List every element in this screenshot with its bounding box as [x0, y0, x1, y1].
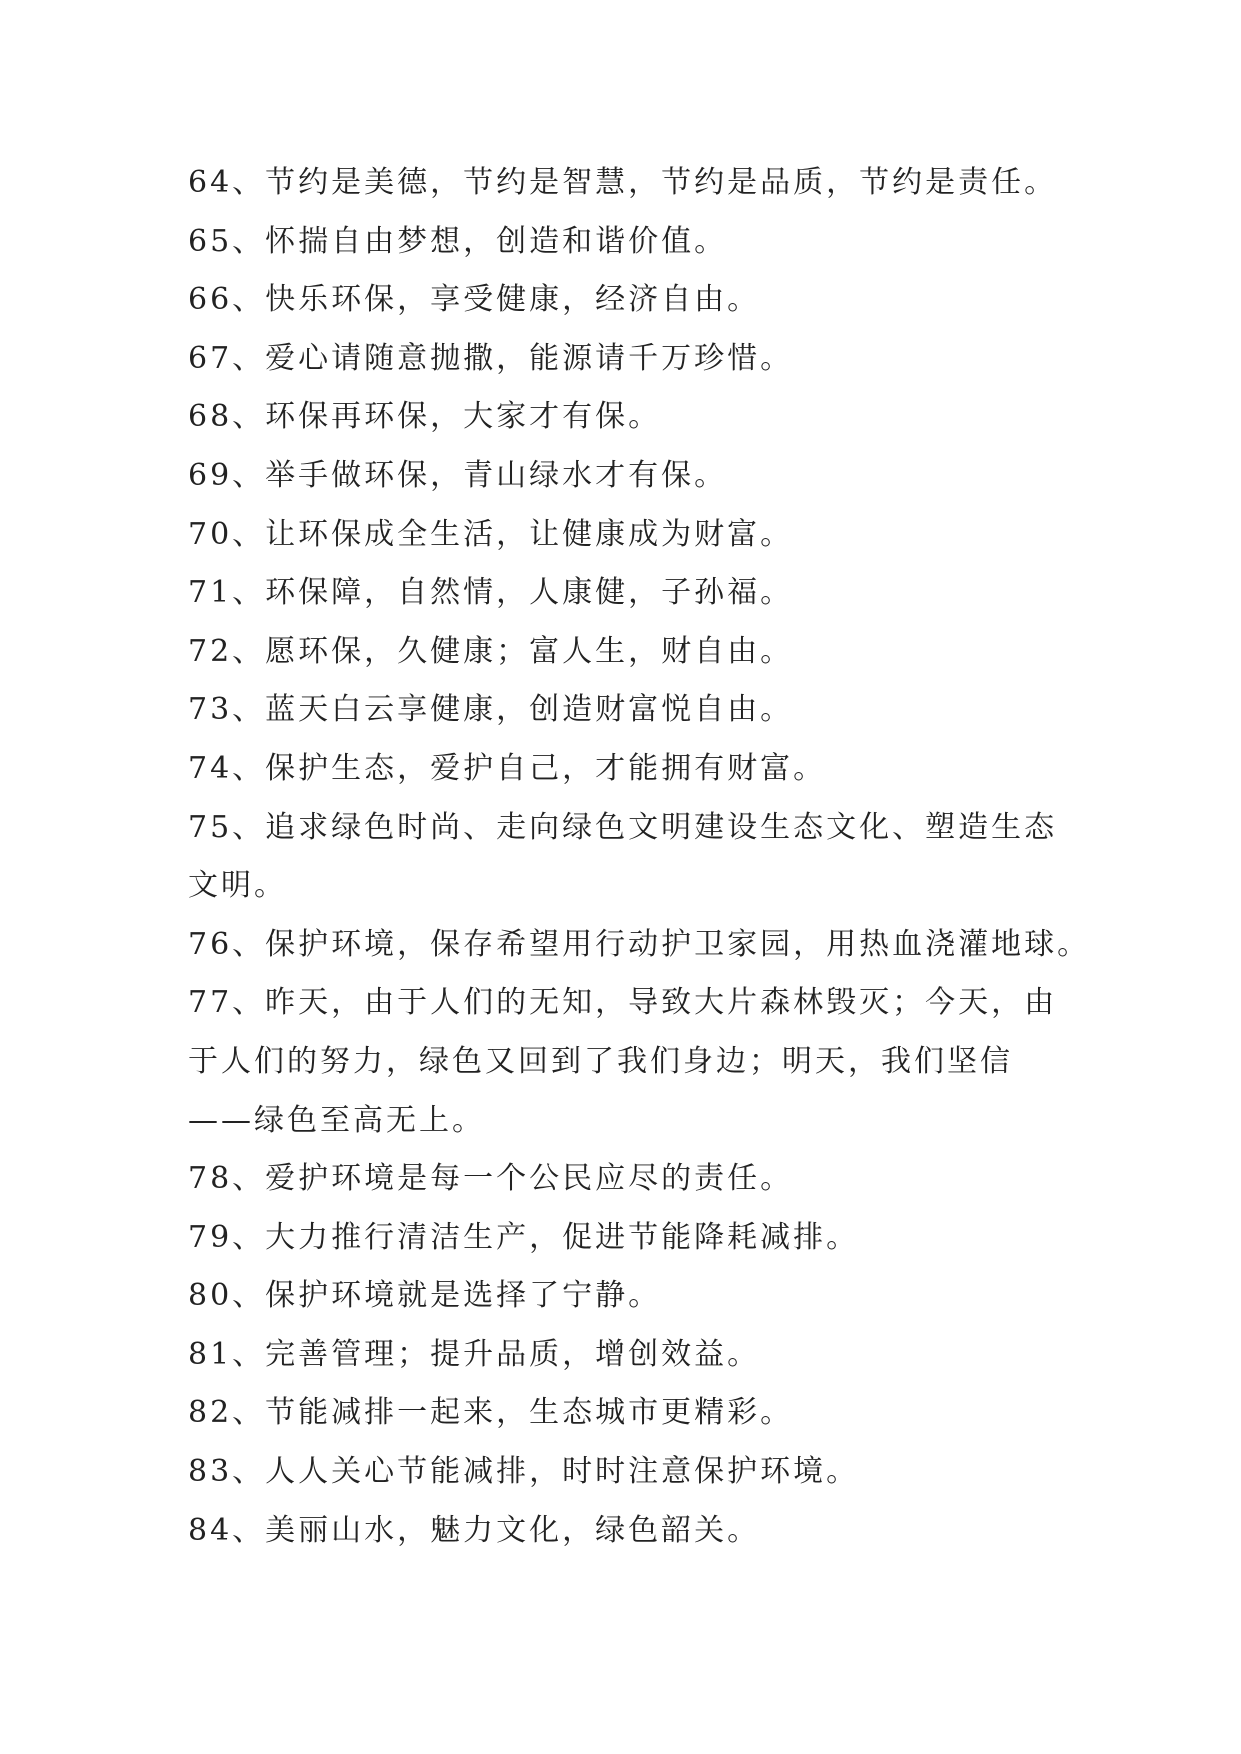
text-line: 72、愿环保，久健康；富人生，财自由。 — [188, 633, 794, 669]
text-line: 64、节约是美德，节约是智慧，节约是品质，节约是责任。 — [188, 165, 1058, 200]
text-line: 65、怀揣自由梦想，创造和谐价值。 — [188, 223, 728, 259]
text-line: 78、爱护环境是每一个公民应尽的责任。 — [188, 1161, 794, 1197]
text-line: 74、保护生态，爱护自己，才能拥有财富。 — [188, 750, 827, 786]
text-line: 84、美丽山水，魅力文化，绿色韶关。 — [188, 1512, 761, 1548]
text-line: 79、大力推行清洁生产，促进节能降耗减排。 — [188, 1219, 860, 1255]
text-line: 于人们的努力，绿色又回到了我们身边；明天，我们坚信 — [188, 1043, 1013, 1079]
text-line: 73、蓝天白云享健康，创造财富悦自由。 — [188, 692, 794, 728]
text-line: 77、昨天，由于人们的无知，导致大片森林毁灭；今天，由 — [188, 985, 1058, 1021]
text-line: 69、举手做环保，青山绿水才有保。 — [188, 457, 728, 493]
text-line: 71、环保障，自然情，人康健，子孙福。 — [188, 575, 794, 611]
text-line: 82、节能减排一起来，生态城市更精彩。 — [188, 1395, 794, 1431]
text-line: 66、快乐环保，享受健康，经济自由。 — [188, 282, 761, 318]
text-line: 80、保护环境就是选择了宁静。 — [188, 1278, 662, 1314]
text-line: 75、追求绿色时尚、走向绿色文明建设生态文化、塑造生态 — [188, 809, 1058, 845]
text-line: 76、保护环境，保存希望用行动护卫家园，用热血浇灌地球。 — [188, 926, 1091, 962]
text-line: 67、爱心请随意抛撒，能源请千万珍惜。 — [188, 340, 794, 376]
text-line: 83、人人关心节能减排，时时注意保护环境。 — [188, 1454, 860, 1490]
slogan-list — [188, 154, 1091, 1560]
text-line: 70、让环保成全生活，让健康成为财富。 — [188, 516, 794, 552]
text-line: 81、完善管理；提升品质，增创效益。 — [188, 1336, 761, 1372]
text-line: ——绿色至高无上。 — [188, 1102, 485, 1138]
text-line: 文明。 — [188, 868, 287, 904]
text-line: 68、环保再环保，大家才有保。 — [188, 399, 662, 435]
